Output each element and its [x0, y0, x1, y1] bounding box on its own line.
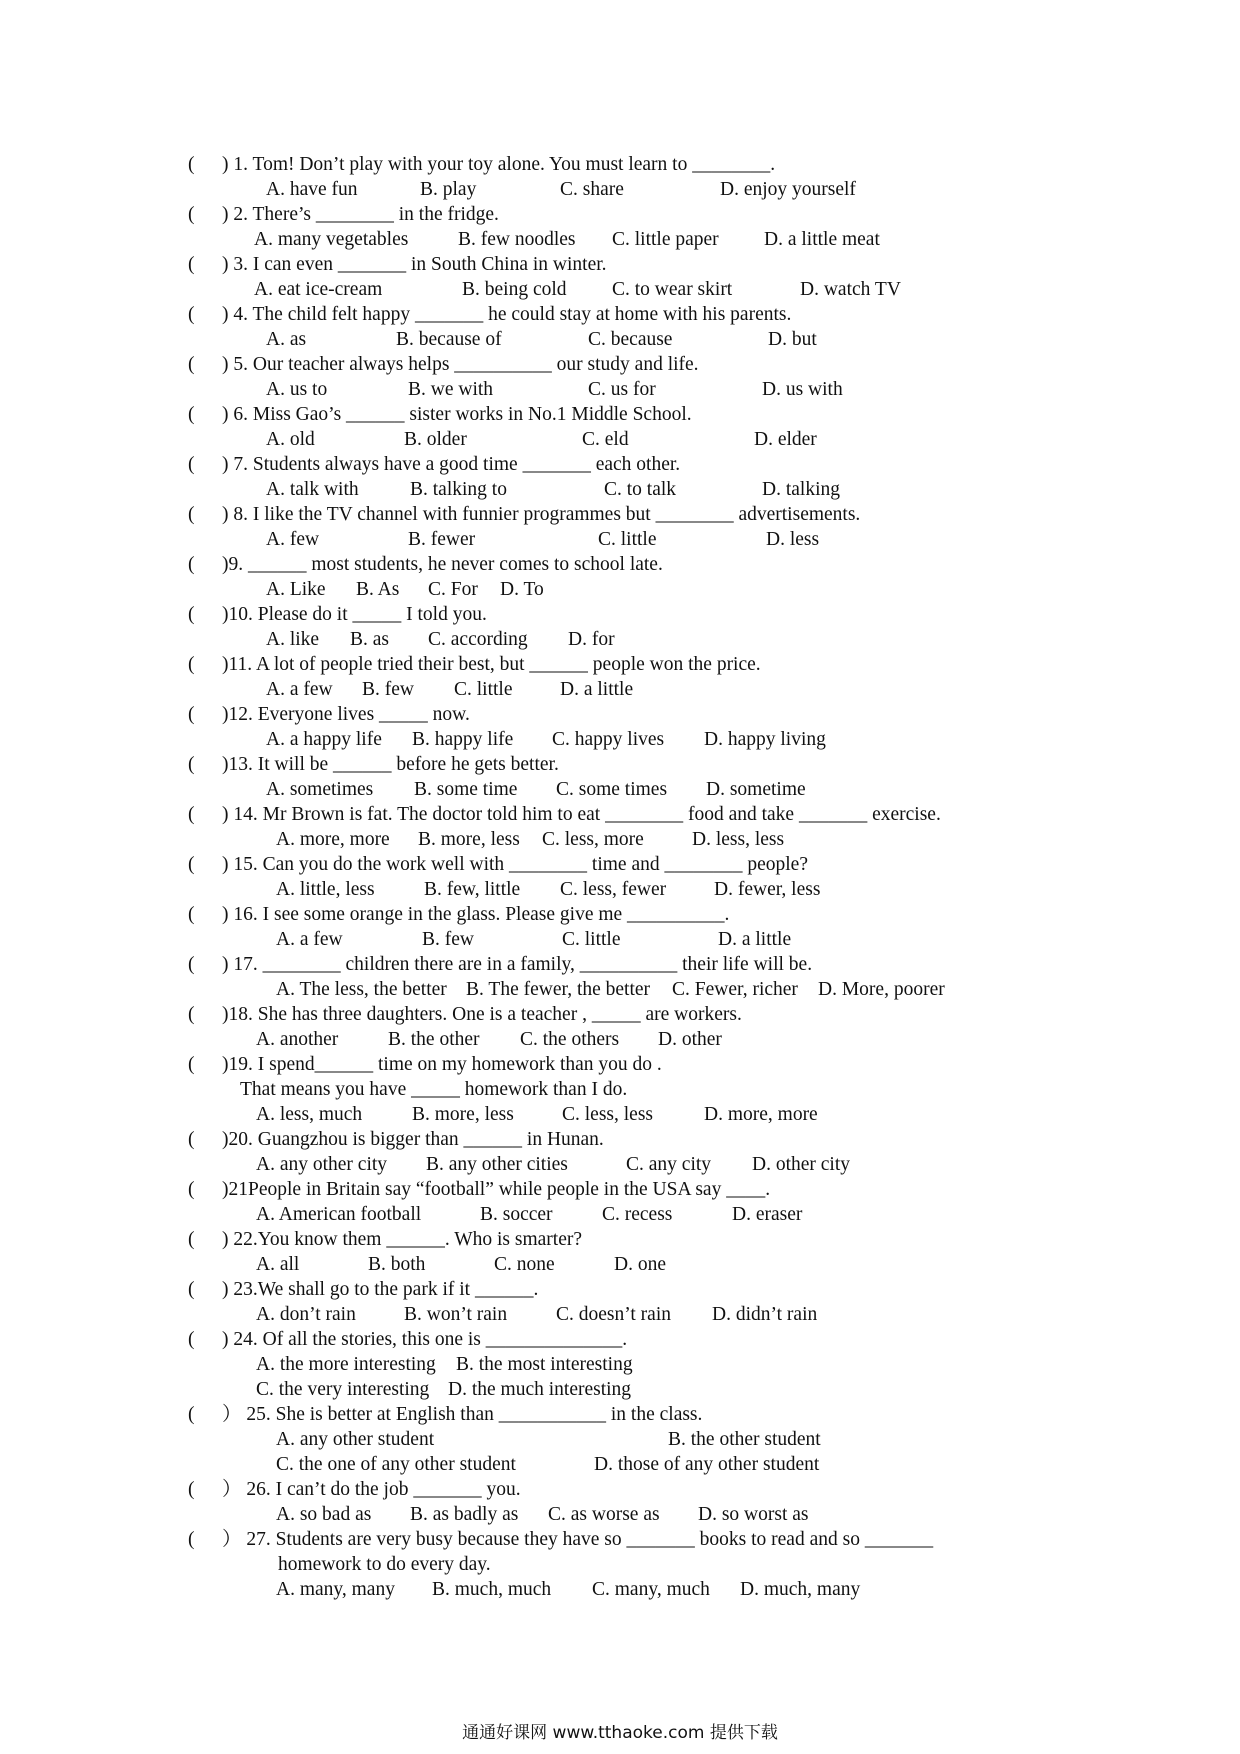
option-c: C. little	[598, 529, 657, 550]
options-row	[188, 327, 1088, 352]
option-d: D. us with	[762, 379, 843, 400]
option-a: A. a few	[276, 929, 343, 950]
options-row	[188, 277, 1088, 302]
answer-paren: (	[188, 254, 195, 275]
answer-paren: (	[188, 1054, 195, 1075]
options-row	[188, 1302, 1088, 1327]
question-stem	[188, 1527, 1088, 1552]
options-row	[188, 1377, 1088, 1402]
options-row	[188, 477, 1088, 502]
question-stem	[188, 1127, 1088, 1152]
options-row	[188, 627, 1088, 652]
question-stem	[188, 1052, 1088, 1077]
question-text: ） 27. Students are very busy because they have so _______ books to read and so _______	[222, 1529, 934, 1550]
option-b: B. both	[368, 1254, 426, 1275]
question-text: )13. It will be ______ before he gets better.	[222, 754, 559, 775]
question-stem	[188, 402, 1088, 427]
question-stem	[188, 302, 1088, 327]
option-b: B. happy life	[412, 729, 514, 750]
answer-paren: (	[188, 1279, 195, 1300]
options-row	[188, 1202, 1088, 1227]
question-text: ) 23.We shall go to the park if it ______.	[222, 1279, 539, 1300]
question-stem	[188, 452, 1088, 477]
option-b: B. much, much	[432, 1579, 552, 1600]
option-d: D. but	[768, 329, 817, 350]
continuation-text: That means you have _____ homework than I do.	[240, 1079, 628, 1100]
answer-paren: (	[188, 754, 195, 775]
worksheet	[188, 152, 1088, 1602]
answer-paren: (	[188, 1329, 195, 1350]
question-text: ) 8. I like the TV channel with funnier programmes but ________ advertisements.	[222, 504, 861, 525]
options-row	[188, 527, 1088, 552]
options-row	[188, 1577, 1088, 1602]
option-a: A. have fun	[266, 179, 358, 200]
option-a: A. don’t rain	[256, 1304, 356, 1325]
option-d: D. happy living	[704, 729, 826, 750]
option-c: C. little	[454, 679, 513, 700]
option-a: A. less, much	[256, 1104, 363, 1125]
question-text: )9. ______ most students, he never comes to school late.	[222, 554, 663, 575]
option-a: A. sometimes	[266, 779, 374, 800]
question-text: ) 15. Can you do the work well with ________ time and ________ people?	[222, 854, 808, 875]
continuation-text: homework to do every day.	[278, 1554, 491, 1575]
question-text: ） 25. She is better at English than ___________ in the class.	[222, 1404, 703, 1425]
footer-credit: 通通好课网 www.tthaoke.com 提供下载	[462, 1723, 778, 1743]
option-a: A. American football	[256, 1204, 422, 1225]
option-d: D. elder	[754, 429, 817, 450]
option-d: D. talking	[762, 479, 840, 500]
option-c: C. none	[494, 1254, 555, 1275]
option-c: C. For	[428, 579, 478, 600]
option-c: C. as worse as	[548, 1504, 660, 1525]
option-b: B. we with	[408, 379, 494, 400]
options-row	[188, 1027, 1088, 1052]
question-stem	[188, 852, 1088, 877]
question-text: ) 14. Mr Brown is fat. The doctor told him to eat ________ food and take _______ exercise.	[222, 804, 941, 825]
options-row	[188, 177, 1088, 202]
answer-paren: (	[188, 154, 195, 175]
question-text: ) 1. Tom! Don’t play with your toy alone. You must learn to ________.	[222, 154, 776, 175]
option-c: C. share	[560, 179, 624, 200]
options-row	[188, 377, 1088, 402]
question-stem	[188, 202, 1088, 227]
option-d: D. fewer, less	[714, 879, 821, 900]
option-d: D. didn’t rain	[712, 1304, 818, 1325]
question-stem	[188, 252, 1088, 277]
option-a: A. old	[266, 429, 315, 450]
option-b: B. As	[356, 579, 400, 600]
option-a: A. any other student	[276, 1429, 435, 1450]
options-row	[188, 1352, 1088, 1377]
options-row	[188, 577, 1088, 602]
option-d: D. eraser	[732, 1204, 803, 1225]
option-b: B. soccer	[480, 1204, 553, 1225]
question-stem	[188, 602, 1088, 627]
option-a: A. so bad as	[276, 1504, 372, 1525]
question-stem	[188, 1277, 1088, 1302]
answer-paren: (	[188, 1529, 195, 1550]
answer-paren: (	[188, 1404, 195, 1425]
options-row	[188, 1452, 1088, 1477]
option-c: C. the one of any other student	[276, 1454, 516, 1475]
option-b: B. the other student	[668, 1429, 821, 1450]
option-b: B. as badly as	[410, 1504, 519, 1525]
option-b: B. the most interesting	[456, 1354, 633, 1375]
options-row	[188, 727, 1088, 752]
option-a: A. talk with	[266, 479, 359, 500]
option-d: D. More, poorer	[818, 979, 945, 1000]
question-text: )12. Everyone lives _____ now.	[222, 704, 470, 725]
question-text: )10. Please do it _____ I told you.	[222, 604, 487, 625]
option-b: B. older	[404, 429, 467, 450]
option-a: A. The less, the better	[276, 979, 447, 1000]
option-c: C. the others	[520, 1029, 620, 1050]
option-c: C. less, less	[562, 1104, 654, 1125]
options-row	[188, 777, 1088, 802]
option-d: D. other city	[752, 1154, 851, 1175]
option-c: C. less, more	[542, 829, 644, 850]
option-c: C. the very interesting	[256, 1379, 430, 1400]
option-a: A. a happy life	[266, 729, 382, 750]
option-c: C. any city	[626, 1154, 712, 1175]
option-a: A. many, many	[276, 1579, 395, 1600]
question-stem	[188, 152, 1088, 177]
question-continuation	[188, 1077, 1088, 1102]
option-d: D. a little meat	[764, 229, 880, 250]
option-c: C. because	[588, 329, 673, 350]
option-c: C. little paper	[612, 229, 719, 250]
question-text: )18. She has three daughters. One is a teacher , _____ are workers.	[222, 1004, 742, 1025]
option-b: B. being cold	[462, 279, 567, 300]
answer-paren: (	[188, 904, 195, 925]
answer-paren: (	[188, 454, 195, 475]
option-b: B. fewer	[408, 529, 476, 550]
option-d: D. for	[568, 629, 615, 650]
question-stem	[188, 1477, 1088, 1502]
question-text: ) 2. There’s ________ in the fridge.	[222, 204, 499, 225]
answer-paren: (	[188, 1479, 195, 1500]
options-row	[188, 427, 1088, 452]
answer-paren: (	[188, 1004, 195, 1025]
options-row	[188, 1152, 1088, 1177]
question-text: ) 5. Our teacher always helps __________ our study and life.	[222, 354, 699, 375]
option-c: C. happy lives	[552, 729, 665, 750]
answer-paren: (	[188, 1129, 195, 1150]
answer-paren: (	[188, 554, 195, 575]
question-continuation	[188, 1552, 1088, 1577]
option-d: D. a little	[560, 679, 634, 700]
option-a: A. like	[266, 629, 320, 650]
option-c: C. according	[428, 629, 528, 650]
options-row	[188, 827, 1088, 852]
option-b: B. any other cities	[426, 1154, 568, 1175]
question-stem	[188, 1402, 1088, 1427]
option-c: C. to wear skirt	[612, 279, 733, 300]
options-row	[188, 1102, 1088, 1127]
question-stem	[188, 502, 1088, 527]
option-b: B. some time	[414, 779, 518, 800]
option-b: B. talking to	[410, 479, 507, 500]
question-stem	[188, 1002, 1088, 1027]
options-row	[188, 1252, 1088, 1277]
option-b: B. the other	[388, 1029, 480, 1050]
option-b: B. won’t rain	[404, 1304, 508, 1325]
option-d: D. less, less	[692, 829, 785, 850]
option-c: C. little	[562, 929, 621, 950]
answer-paren: (	[188, 404, 195, 425]
option-d: D. To	[500, 579, 544, 600]
option-d: D. more, more	[704, 1104, 818, 1125]
options-row	[188, 927, 1088, 952]
question-text: )11. A lot of people tried their best, but ______ people won the price.	[222, 654, 761, 675]
question-stem	[188, 652, 1088, 677]
option-a: A. all	[256, 1254, 300, 1275]
option-a: A. a few	[266, 679, 333, 700]
option-c: C. recess	[602, 1204, 673, 1225]
question-text: )20. Guangzhou is bigger than ______ in Hunan.	[222, 1129, 604, 1150]
question-text: ) 22.You know them ______. Who is smarter?	[222, 1229, 583, 1250]
question-text: )19. I spend______ time on my homework than you do .	[222, 1054, 662, 1075]
option-b: B. because of	[396, 329, 502, 350]
answer-paren: (	[188, 604, 195, 625]
option-a: A. more, more	[276, 829, 390, 850]
option-a: A. the more interesting	[256, 1354, 436, 1375]
answer-paren: (	[188, 804, 195, 825]
question-text: ) 17. ________ children there are in a family, __________ their life will be.	[222, 954, 813, 975]
option-d: D. the much interesting	[448, 1379, 632, 1400]
answer-paren: (	[188, 954, 195, 975]
option-a: A. Like	[266, 579, 326, 600]
option-a: A. any other city	[256, 1154, 388, 1175]
answer-paren: (	[188, 504, 195, 525]
options-row	[188, 677, 1088, 702]
option-c: C. doesn’t rain	[556, 1304, 672, 1325]
question-stem	[188, 1177, 1088, 1202]
answer-paren: (	[188, 1179, 195, 1200]
question-stem	[188, 552, 1088, 577]
option-c: C. Fewer, richer	[672, 979, 798, 1000]
answer-paren: (	[188, 1229, 195, 1250]
option-b: B. few, little	[424, 879, 521, 900]
option-c: C. less, fewer	[560, 879, 667, 900]
option-c: C. some times	[556, 779, 668, 800]
option-a: A. us to	[266, 379, 328, 400]
answer-paren: (	[188, 304, 195, 325]
question-stem	[188, 752, 1088, 777]
answer-paren: (	[188, 354, 195, 375]
option-b: B. as	[350, 629, 389, 650]
question-text: ) 24. Of all the stories, this one is ______________.	[222, 1329, 628, 1350]
option-a: A. many vegetables	[254, 229, 409, 250]
option-c: C. to talk	[604, 479, 677, 500]
question-stem	[188, 802, 1088, 827]
option-a: A. eat ice-cream	[254, 279, 383, 300]
options-row	[188, 977, 1088, 1002]
option-c: C. eld	[582, 429, 629, 450]
option-a: A. little, less	[276, 879, 375, 900]
answer-paren: (	[188, 854, 195, 875]
question-stem	[188, 1227, 1088, 1252]
question-stem	[188, 902, 1088, 927]
option-c: C. us for	[588, 379, 656, 400]
answer-paren: (	[188, 204, 195, 225]
option-b: B. few	[362, 679, 414, 700]
question-stem	[188, 952, 1088, 977]
question-text: )21People in Britain say “football” while people in the USA say ____.	[222, 1179, 771, 1200]
option-b: B. more, less	[412, 1104, 514, 1125]
question-text: ) 6. Miss Gao’s ______ sister works in No.1 Middle School.	[222, 404, 692, 425]
options-row	[188, 1427, 1088, 1452]
answer-paren: (	[188, 704, 195, 725]
option-d: D. less	[766, 529, 820, 550]
option-d: D. sometime	[706, 779, 806, 800]
question-stem	[188, 1327, 1088, 1352]
option-b: B. few noodles	[458, 229, 576, 250]
option-d: D. other	[658, 1029, 722, 1050]
option-b: B. few	[422, 929, 474, 950]
options-row	[188, 1502, 1088, 1527]
option-b: B. The fewer, the better	[466, 979, 651, 1000]
option-d: D. enjoy yourself	[720, 179, 856, 200]
option-d: D. a little	[718, 929, 792, 950]
option-b: B. more, less	[418, 829, 520, 850]
option-a: A. as	[266, 329, 307, 350]
answer-paren: (	[188, 654, 195, 675]
option-d: D. much, many	[740, 1579, 861, 1600]
option-a: A. few	[266, 529, 320, 550]
question-text: ） 26. I can’t do the job _______ you.	[222, 1479, 521, 1500]
option-d: D. so worst as	[698, 1504, 809, 1525]
question-text: ) 4. The child felt happy _______ he could stay at home with his parents.	[222, 304, 792, 325]
option-d: D. one	[614, 1254, 666, 1275]
option-b: B. play	[420, 179, 477, 200]
question-text: ) 16. I see some orange in the glass. Please give me __________.	[222, 904, 730, 925]
options-row	[188, 877, 1088, 902]
option-c: C. many, much	[592, 1579, 710, 1600]
question-text: ) 7. Students always have a good time _______ each other.	[222, 454, 681, 475]
option-d: D. watch TV	[800, 279, 901, 300]
question-stem	[188, 702, 1088, 727]
question-stem	[188, 352, 1088, 377]
options-row	[188, 227, 1088, 252]
option-a: A. another	[256, 1029, 339, 1050]
question-text: ) 3. I can even _______ in South China in winter.	[222, 254, 607, 275]
option-d: D. those of any other student	[594, 1454, 820, 1475]
